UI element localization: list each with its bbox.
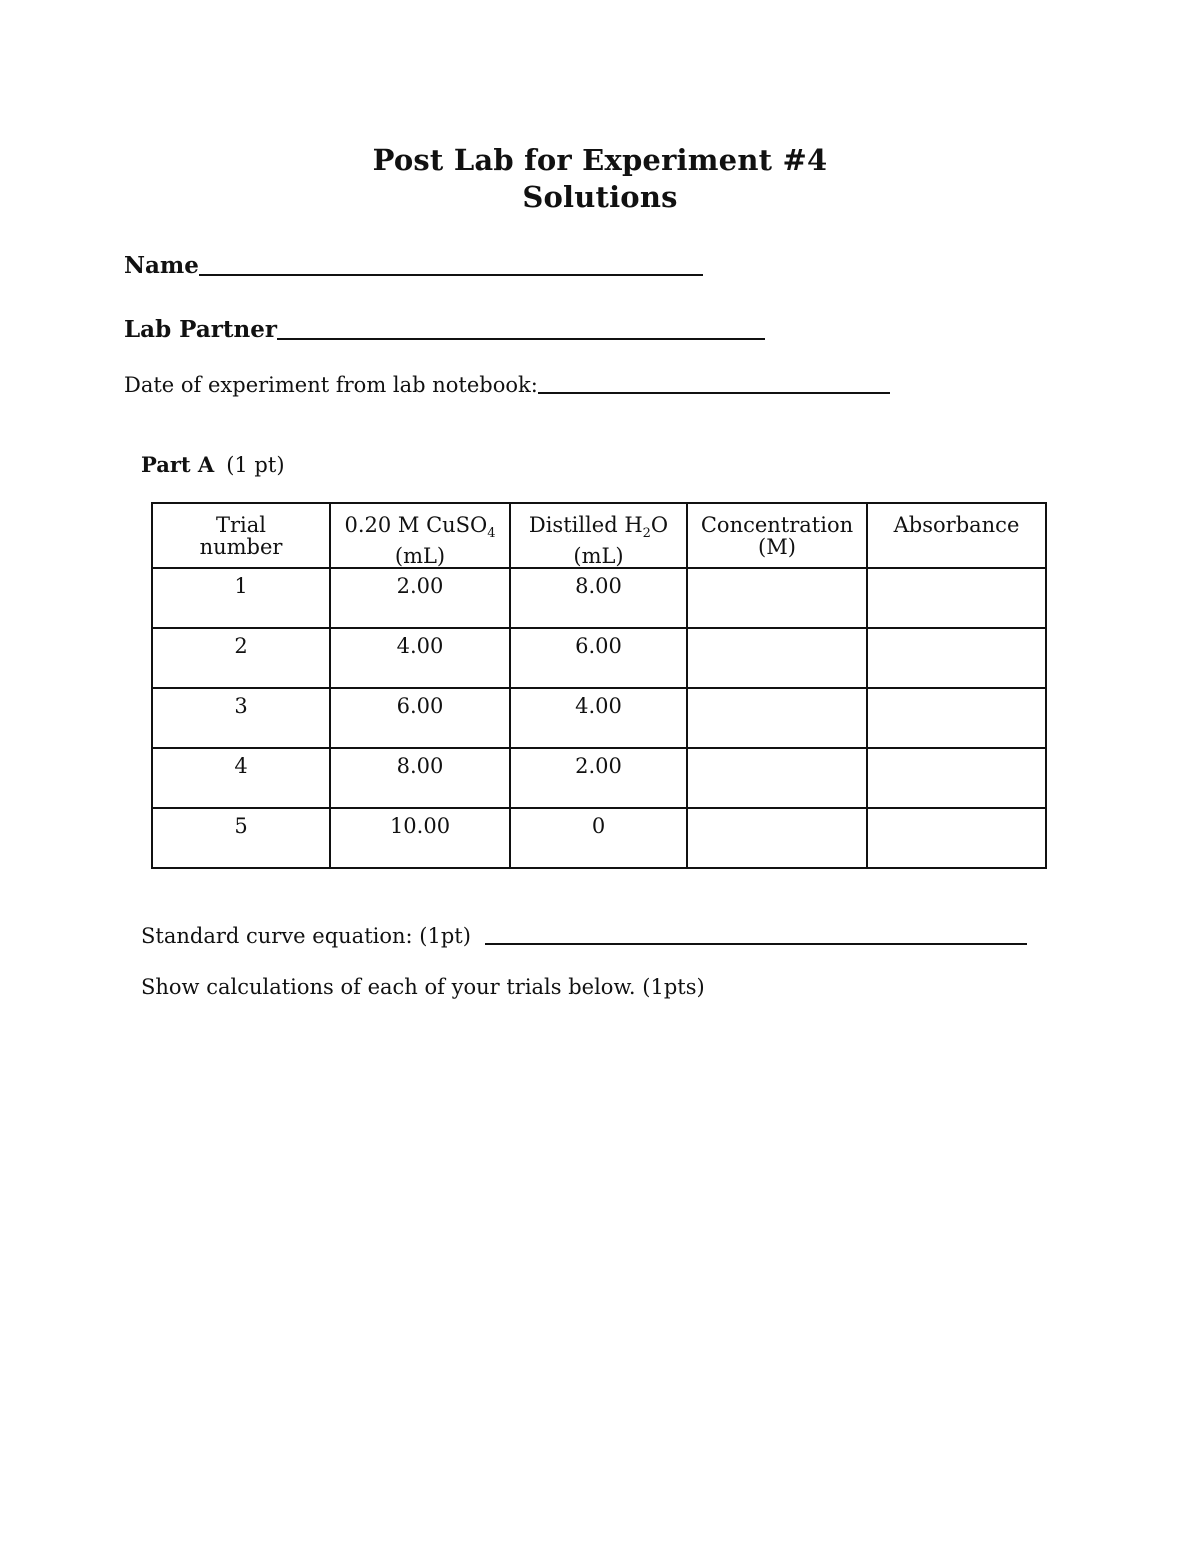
part-a-points: (1 pt) [226,453,285,477]
table-row [152,688,1046,748]
lab-partner-label: Lab Partner [124,316,277,343]
cell-cuso4: 10.00 [330,808,510,868]
cell-water: 6.00 [510,628,687,688]
cell-absorbance[interactable] [867,688,1046,748]
header-line [331,514,509,545]
lab-partner-blank[interactable] [277,338,765,340]
cell-cuso4: 4.00 [330,628,510,688]
cell-concentration[interactable] [687,628,867,688]
standard-curve-label: Standard curve equation: (1pt) [141,924,471,948]
cell-trial: 1 [152,568,330,628]
name-label: Name [124,252,199,279]
cell-concentration[interactable] [687,688,867,748]
standard-curve-blank[interactable] [485,943,1027,945]
page-subtitle: Solutions [522,180,678,214]
calculations-instruction: Show calculations of each of your trials below. (1pts) [141,975,705,999]
cell-concentration[interactable] [687,748,867,808]
header-line: (mL) [573,544,624,569]
cell-water: 0 [510,808,687,868]
cell-absorbance[interactable] [867,628,1046,688]
header-text: Distilled H [528,513,643,537]
data-table [151,502,1047,869]
part-a-heading [141,452,285,477]
standard-curve-row [141,924,1027,948]
header-line: Concentration [700,513,854,537]
cell-cuso4: 8.00 [330,748,510,808]
cell-trial: 5 [152,808,330,868]
cell-water: 8.00 [510,568,687,628]
header-cuso4 [330,503,510,568]
table-header-row [152,503,1046,568]
name-field-row [124,252,703,279]
header-subscript: 4 [487,526,496,542]
cell-concentration[interactable] [687,568,867,628]
header-distilled-water [510,503,687,568]
header-line: (M) [758,535,796,559]
cell-absorbance[interactable] [867,808,1046,868]
table-row [152,808,1046,868]
header-line: (mL) [394,544,446,569]
cell-cuso4: 2.00 [330,568,510,628]
header-trial-number [152,503,330,568]
lab-partner-field-row [124,316,765,343]
cell-water: 2.00 [510,748,687,808]
table-row [152,628,1046,688]
part-a-label: Part A [141,452,215,477]
date-label: Date of experiment from lab notebook: [124,373,538,397]
table-row [152,748,1046,808]
cell-trial: 4 [152,748,330,808]
page-title: Post Lab for Experiment #4 [372,143,828,177]
header-line: Trial [216,513,266,537]
cell-trial: 3 [152,688,330,748]
header-line: number [199,535,283,559]
header-subscript: 2 [642,526,651,542]
header-text: O [650,513,669,537]
date-blank[interactable] [538,392,890,394]
cell-absorbance[interactable] [867,568,1046,628]
cell-trial: 2 [152,628,330,688]
name-blank[interactable] [199,274,703,276]
table-row [152,568,1046,628]
header-absorbance [867,503,1046,568]
cell-absorbance[interactable] [867,748,1046,808]
cell-cuso4: 6.00 [330,688,510,748]
header-line [511,514,686,545]
cell-water: 4.00 [510,688,687,748]
cell-concentration[interactable] [687,808,867,868]
date-field-row [124,373,890,397]
header-concentration [687,503,867,568]
header-text: 0.20 M CuSO [344,513,488,537]
header-line: Absorbance [893,513,1020,537]
